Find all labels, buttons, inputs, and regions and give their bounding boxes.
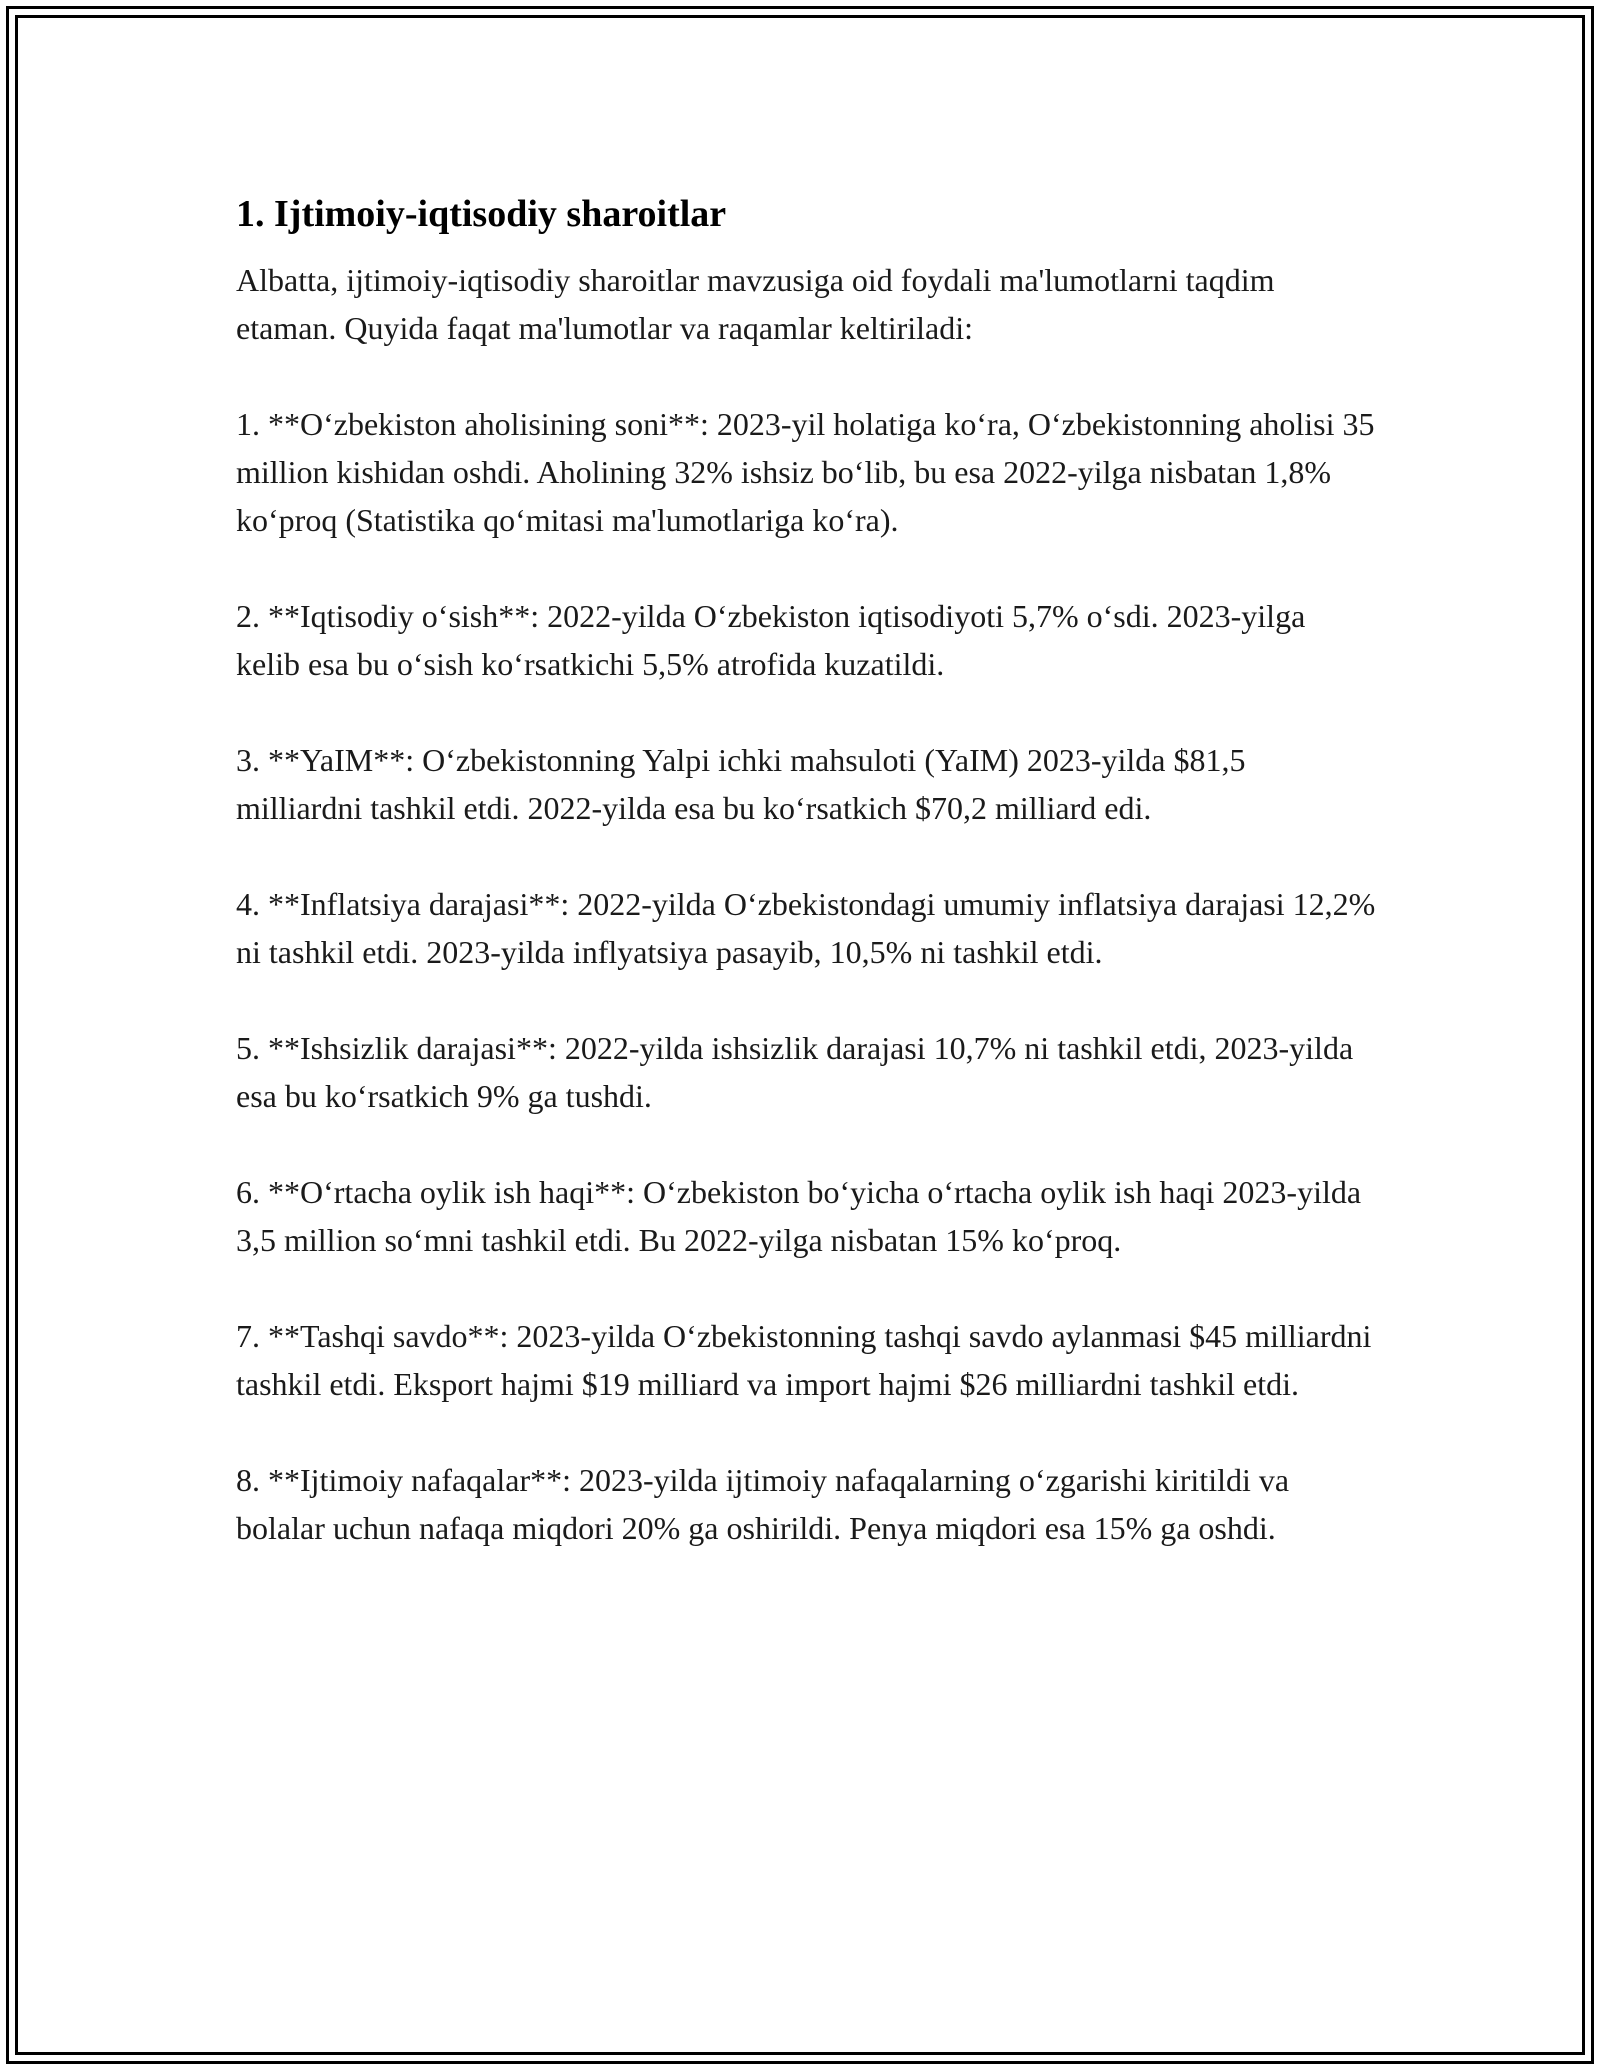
list-item-inflation: 4. **Inflatsiya darajasi**: 2022-yilda O‘zbekistondagi umumiy inflatsiya darajasi 12,2% ni tashkil etdi. 2023-yilda inflyatsiya pasayib, 10,5% ni tashkil etdi. <box>236 886 1376 970</box>
list-item-population: 1. **O‘zbekiston aholisining soni**: 2023-yil holatiga ko‘ra, O‘zbekistonning aholisi 35 million kishidan oshdi. Aholining 32% ishsiz bo‘lib, bu esa 2022-yilga nisbatan 1,8% ko‘proq (Statistika qo‘mitasi ma'lumotlariga ko‘ra). <box>236 406 1375 538</box>
list-item-social-benefits: 8. **Ijtimoiy nafaqalar**: 2023-yilda ijtimoiy nafaqalarning o‘zgarishi kiritildi va bolalar uchun nafaqa miqdori 20% ga oshirildi. Penya miqdori esa 15% ga oshdi. <box>236 1462 1290 1546</box>
list-item-unemployment: 5. **Ishsizlik darajasi**: 2022-yilda ishsizlik darajasi 10,7% ni tashkil etdi, 2023-yilda esa bu ko‘rsatkich 9% ga tushdi. <box>236 1030 1354 1114</box>
section-title: 1. Ijtimoiy-iqtisodiy sharoitlar <box>236 193 727 235</box>
document-body <box>236 186 1376 1600</box>
list-item-average-salary: 6. **O‘rtacha oylik ish haqi**: O‘zbekiston bo‘yicha o‘rtacha oylik ish haqi 2023-yilda 3,5 million so‘mni tashkil etdi. Bu 2022-yilga nisbatan 15% ko‘proq. <box>236 1174 1362 1258</box>
list-item-gdp: 3. **YaIM**: O‘zbekistonning Yalpi ichki mahsuloti (YaIM) 2023-yilda $81,5 milliardni tashkil etdi. 2022-yilda esa bu ko‘rsatkich $70,2 milliard edi. <box>236 742 1246 826</box>
list-item-foreign-trade: 7. **Tashqi savdo**: 2023-yilda O‘zbekistonning tashqi savdo aylanmasi $45 milliardni tashkil etdi. Eksport hajmi $19 milliard va import hajmi $26 milliardni tashkil etdi. <box>236 1318 1372 1402</box>
list-item-economic-growth: 2. **Iqtisodiy o‘sish**: 2022-yilda O‘zbekiston iqtisodiyoti 5,7% o‘sdi. 2023-yilga kelib esa bu o‘sish ko‘rsatkichi 5,5% atrofida kuzatildi. <box>236 598 1306 682</box>
intro-paragraph: Albatta, ijtimoiy-iqtisodiy sharoitlar mavzusiga oid foydali ma'lumotlarni taqdim etaman. Quyida faqat ma'lumotlar va raqamlar keltiriladi: <box>236 262 1275 346</box>
